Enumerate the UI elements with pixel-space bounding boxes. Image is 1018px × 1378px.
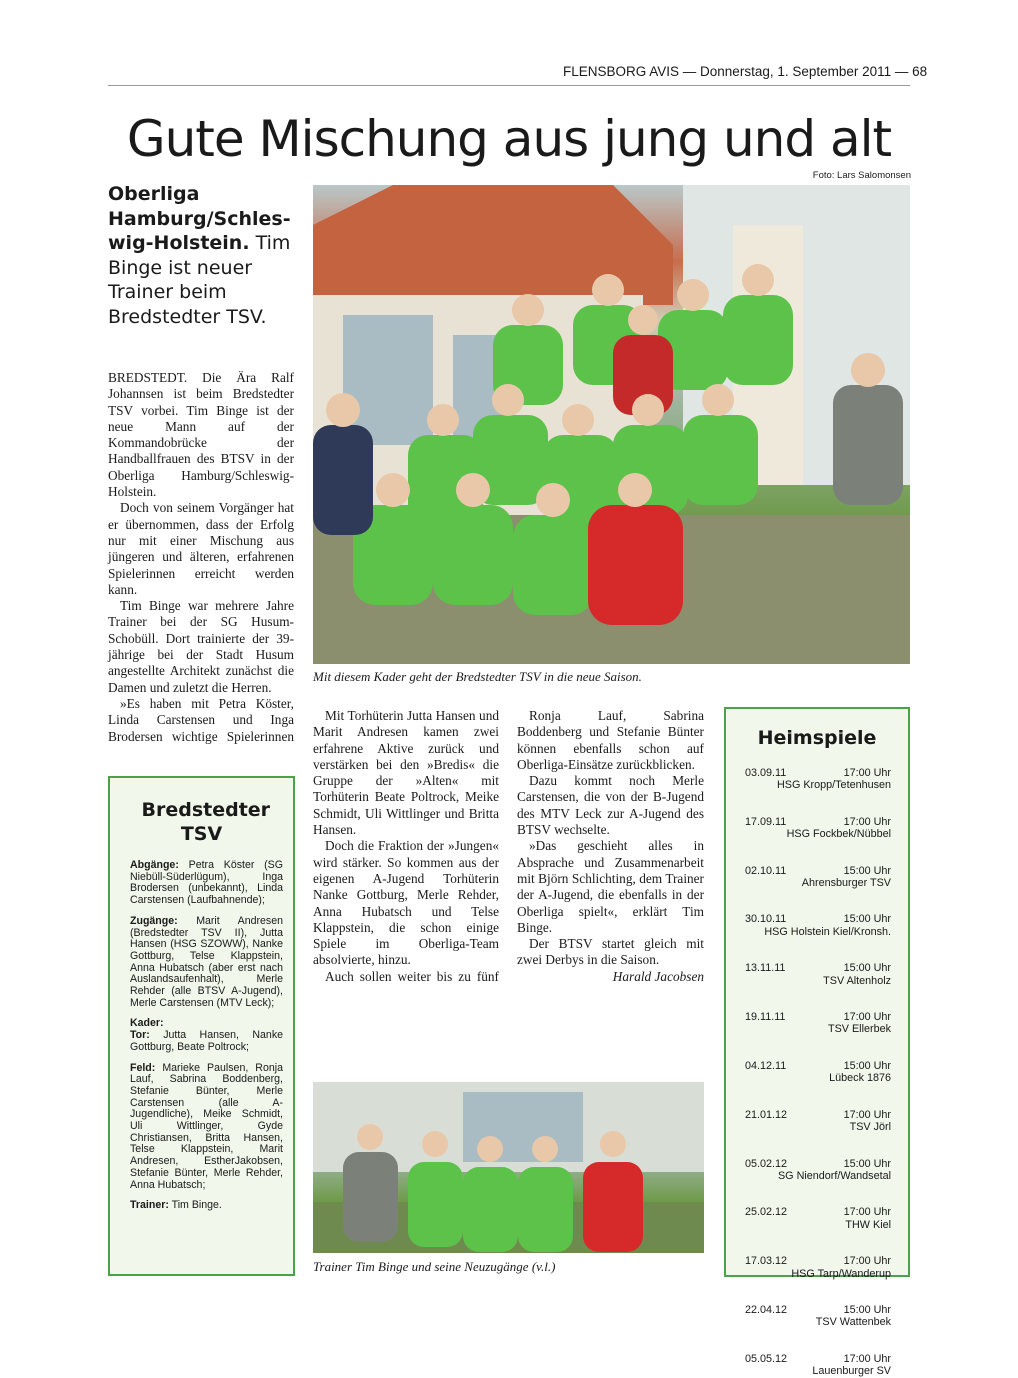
game-opponent: HSG Fockbek/Nübbel xyxy=(786,828,891,841)
game-opponent: SG Niendorf/Wandsetal xyxy=(777,1169,891,1182)
article-paragraph: Der BTSV startet gleich mit zwei Derbys in die Saison. xyxy=(517,936,704,968)
game-time: 17:00 Uhr xyxy=(843,1206,891,1219)
home-game-item xyxy=(745,1109,891,1134)
subhead xyxy=(108,182,298,329)
article-column-1 xyxy=(108,370,294,745)
article-author: Harald Jacobsen xyxy=(612,968,704,984)
header-rule xyxy=(108,85,910,86)
game-time: 17:00 Uhr xyxy=(843,1352,891,1365)
headline: Gute Mischung aus jung und alt xyxy=(126,110,892,168)
home-game-item xyxy=(745,1353,891,1378)
home-game-item xyxy=(745,767,891,792)
tor-text: Jutta Hansen, Nanke Gottburg, Beate Poltrock; xyxy=(130,1029,284,1053)
subhead-bold: Oberliga Hamburg/Schles-wig-Holstein. xyxy=(108,183,291,254)
game-date: 30.10.11 xyxy=(745,913,787,926)
trainer-label: Trainer: xyxy=(130,1199,169,1212)
game-date: 03.09.11 xyxy=(745,767,787,779)
game-opponent: TSV Jörl xyxy=(849,1121,891,1134)
game-date: 17.03.12 xyxy=(745,1255,788,1268)
article-paragraph: Doch die Fraktion der »Jungen« wird stärker. So kommen aus der eigenen A-Jugend Torhüterin Nanke Gottburg, Merle Rehder, Anna Hubatsch und Telse Klappstein, die schon einige Spiele im Oberliga-Team absolvierte, hinzu. xyxy=(313,838,499,968)
zugaenge-label: Zugänge: xyxy=(130,914,178,927)
game-opponent: THW Kiel xyxy=(845,1218,891,1231)
feld-text: Marieke Paulsen, Ronja Lauf, Sabrina Boddenberg, Stefanie Bünter, Merle Carstensen (alle A-Jugendliche), Meike Schmidt, Uli Wittlinger, Gyde Christiansen, Britta Hansen, Telse Klappstein, Marit Andresen, EstherJakobsen, Stefanie Bünter, Merle Rehder, Anna Hubatsch; xyxy=(130,1061,283,1191)
game-time: 15:00 Uhr xyxy=(843,1059,891,1072)
game-time: 17:00 Uhr xyxy=(843,1108,891,1121)
game-opponent: TSV Ellerbek xyxy=(827,1023,891,1036)
trainer-text: Tim Binge. xyxy=(171,1199,222,1212)
game-date: 21.01.12 xyxy=(745,1108,788,1121)
game-date: 05.02.12 xyxy=(745,1157,788,1170)
home-game-item xyxy=(745,865,891,890)
article-paragraph: Tim Binge war mehrere Jahre Trainer bei der SG Husum-Schobüll. Dort trainierte der 39-jährige bei der Stadt Husum angestellte Architekt zunächst die Damen und zuletzt die Herren. xyxy=(108,598,294,695)
photo-credit: Foto: Lars Salomonsen xyxy=(812,170,911,181)
game-opponent: TSV Wattenbek xyxy=(815,1316,891,1329)
game-time: 15:00 Uhr xyxy=(843,1303,891,1316)
game-time: 15:00 Uhr xyxy=(843,1157,891,1170)
coach-newcomers-photo xyxy=(313,1082,704,1253)
home-game-item xyxy=(745,816,891,841)
game-opponent: HSG Tarp/Wanderup xyxy=(791,1267,891,1280)
game-date: 17.09.11 xyxy=(745,815,787,828)
article-column-3 xyxy=(517,708,704,985)
article-column-2 xyxy=(313,708,499,986)
subhead-normal: Tim Binge ist neuer Trainer beim Bredstedter TSV. xyxy=(108,232,291,328)
page-header: FLENSBORG AVIS — Donnerstag, 1. September 2011 — 68 xyxy=(563,64,928,79)
home-game-item xyxy=(745,1158,891,1183)
game-opponent: HSG Holstein Kiel/Kronsh. xyxy=(764,925,891,938)
game-date: 04.12.11 xyxy=(745,1059,787,1072)
game-time: 15:00 Uhr xyxy=(843,864,891,877)
home-games-title: Heimspiele xyxy=(757,727,877,749)
home-game-item xyxy=(745,1011,891,1036)
team-photo xyxy=(313,185,910,664)
game-opponent: Ahrensburger TSV xyxy=(801,877,891,890)
abgaenge-text: Petra Köster (SG Niebüll-Süderlügum), Inga Brodersen (unbekannt), Linda Carstensen (Laufbahnende); xyxy=(130,859,283,907)
home-game-item xyxy=(745,1255,891,1280)
game-opponent: TSV Altenholz xyxy=(823,974,891,987)
home-games-box xyxy=(724,707,910,1378)
game-time: 15:00 Uhr xyxy=(843,962,891,975)
home-game-item xyxy=(745,1206,891,1231)
team-info-title: Bredstedter TSV xyxy=(141,799,271,845)
game-date: 22.04.12 xyxy=(745,1303,788,1316)
game-date: 02.10.11 xyxy=(745,864,787,877)
article-paragraph: »Das geschieht alles in Absprache und Zusammenarbeit mit Björn Schlichting, dem Trainer der A-Jugend, die ebenfalls in der Oberliga spielt«, erklärt Tim Binge. xyxy=(517,838,704,935)
abgaenge-label: Abgänge: xyxy=(130,859,179,871)
feld-label: Feld: xyxy=(130,1061,156,1074)
game-time: 15:00 Uhr xyxy=(843,913,891,926)
photo-caption-main: Mit diesem Kader geht der Bredstedter TSV in die neue Saison. xyxy=(313,669,642,684)
article-paragraph: »Es haben mit Petra Köster, Linda Carstensen und Inga Brodersen wichtige Spielerinnen xyxy=(108,695,294,744)
game-time: 17:00 Uhr xyxy=(843,1011,891,1024)
game-time: 17:00 Uhr xyxy=(843,767,891,779)
game-opponent: Lübeck 1876 xyxy=(829,1072,891,1085)
home-game-item xyxy=(745,962,891,987)
article-paragraph: Ronja Lauf, Sabrina Boddenberg und Stefanie Bünter können ebenfalls schon auf Oberliga-Einsätze zurückblicken. xyxy=(517,708,704,772)
tor-label: Tor: xyxy=(130,1029,150,1042)
game-opponent: HSG Kropp/Tetenhusen xyxy=(776,779,891,792)
article-paragraph: Dazu kommt noch Merle Carstensen, die von der B-Jugend des MTV Leck zur A-Jugend des BTSV wechselte. xyxy=(517,773,704,838)
zugaenge-text: Marit Andresen (Bredstedter TSV II), Jutta Hansen (HSG SZOWW), Nanke Gottburg, Telse Klappstein, Anna Hubatsch (aber erst nach Auslandsaufenhalt), Merle Rehder (alle BTSV A-Jugend), Merle Carstensen (MTV Leck); xyxy=(130,914,283,1009)
photo-caption-small: Trainer Tim Binge und seine Neuzugänge (v.l.) xyxy=(313,1259,556,1274)
game-time: 17:00 Uhr xyxy=(843,1255,891,1268)
game-date: 19.11.11 xyxy=(745,1011,786,1024)
kader-label: Kader: xyxy=(130,1017,164,1030)
game-date: 05.05.12 xyxy=(745,1352,788,1365)
article-paragraph: Doch von seinem Vorgänger hat er übernommen, dass der Erfolg nur mit einer Mischung aus jüngeren und älteren, erfahrenen Spielerinnen erreicht werden kann. xyxy=(108,500,294,597)
game-date: 13.11.11 xyxy=(745,962,786,975)
article-paragraph: Mit Torhüterin Jutta Hansen und Marit Andresen kamen zwei erfahrene Aktive zurück und verstärken bei den »Bredis« die Gruppe der »Alten« mit Torhüterin Beate Poltrock, Meike Schmidt, Uli Wittlinger und Britta Hansen. xyxy=(313,708,499,838)
home-game-item xyxy=(745,913,891,938)
team-info-content xyxy=(130,860,283,1212)
team-info-box xyxy=(108,776,295,1276)
game-date: 25.02.12 xyxy=(745,1206,788,1219)
home-games-list xyxy=(745,767,891,1378)
game-time: 17:00 Uhr xyxy=(843,815,891,828)
article-paragraph: Auch sollen weiter bis zu fünf xyxy=(325,968,499,984)
home-game-item xyxy=(745,1060,891,1085)
article-paragraph: BREDSTEDT. Die Ära Ralf Johannsen ist beim Bredstedter TSV vorbei. Tim Binge ist der neue Mann auf der Kommandobrücke der Handballfrauen des BTSV in der Oberliga Hamburg/Schleswig-Holstein. xyxy=(108,370,294,500)
game-opponent: Lauenburger SV xyxy=(812,1365,891,1378)
home-game-item xyxy=(745,1304,891,1329)
